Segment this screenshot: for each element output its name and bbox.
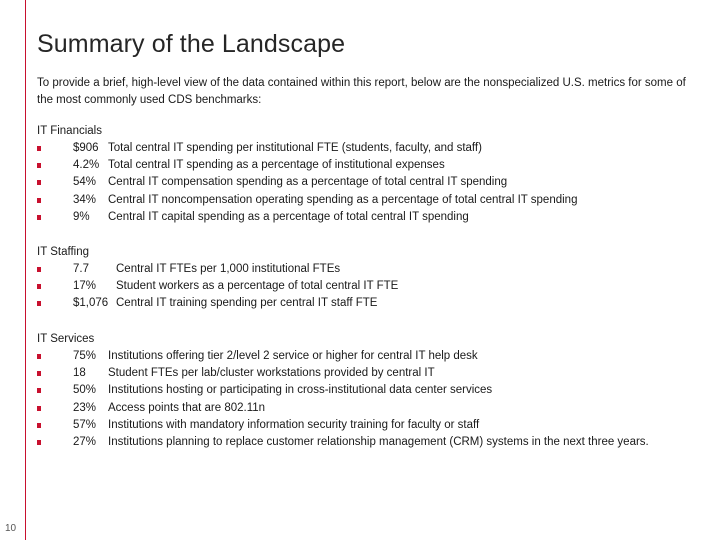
metric-description: Student FTEs per lab/cluster workstations provided by central IT (108, 367, 435, 380)
bullet-icon (37, 215, 41, 220)
metric-description: Total central IT spending as a percentage of institutional expenses (108, 159, 445, 172)
metric-description: Central IT noncompensation operating spending as a percentage of total central IT spending (108, 193, 578, 206)
metric-value: 34% (73, 193, 97, 206)
bullet-icon (37, 180, 41, 185)
list-item (37, 417, 480, 434)
page-number: 10 (5, 523, 17, 534)
list-item (37, 157, 445, 174)
bullet-icon (37, 267, 41, 272)
list-item (37, 382, 493, 399)
metric-description: Institutions planning to replace customer relationship management (CRM) systems in the next three years. (108, 435, 649, 448)
bullet-icon (37, 146, 41, 151)
list-item (37, 174, 508, 191)
bullet-icon (37, 163, 41, 168)
metric-description: Institutions hosting or participating in cross-institutional data center services (108, 384, 493, 397)
metric-value: 9% (73, 210, 90, 223)
metric-description: Institutions with mandatory information security training for faculty or staff (108, 418, 480, 431)
section-heading: IT Financials (37, 125, 102, 137)
metric-description: Central IT training spending per central IT staff FTE (116, 297, 378, 310)
bullet-icon (37, 354, 41, 359)
metric-value: $906 (73, 142, 99, 154)
bullet-icon (37, 406, 41, 411)
list-item (37, 278, 399, 295)
list-item (37, 209, 469, 226)
list-item (37, 400, 266, 417)
section-heading: IT Services (37, 333, 95, 345)
section-it-financials (37, 123, 578, 226)
section-it-services (37, 331, 649, 451)
metric-description: Access points that are 802.11n (108, 401, 266, 414)
metric-value: 75% (73, 350, 97, 362)
list-item (37, 140, 482, 157)
metric-value: 4.2% (73, 159, 100, 172)
bullet-icon (37, 440, 41, 445)
metric-value: $1,076 (73, 297, 109, 310)
bullet-icon (37, 301, 41, 306)
metric-value: 27% (73, 435, 97, 448)
bullet-icon (37, 371, 41, 376)
metric-description: Central IT FTEs per 1,000 institutional FTEs (116, 263, 341, 275)
list-item (37, 434, 649, 451)
list-item (37, 192, 578, 209)
bullet-icon (37, 388, 41, 393)
page-title: Summary of the Landscape (37, 30, 346, 58)
bullet-icon (37, 423, 41, 428)
metric-value: 18 (73, 367, 86, 380)
accent-bar (25, 0, 26, 540)
list-item (37, 365, 435, 382)
section-heading: IT Staffing (37, 246, 89, 258)
metric-value: 57% (73, 418, 97, 431)
list-item (37, 295, 378, 312)
metric-value: 7.7 (73, 263, 89, 275)
metric-value: 50% (73, 384, 97, 397)
list-item (37, 261, 341, 278)
bullet-icon (37, 198, 41, 203)
intro-text: To provide a brief, high-level view of the data contained within this report, below are the nonspecialized U.S. metrics for some of the most commonly used CDS benchmarks: (37, 77, 686, 106)
metric-description: Institutions offering tier 2/level 2 service or higher for central IT help desk (108, 350, 478, 362)
metric-value: 23% (73, 401, 97, 414)
metric-value: 54% (73, 176, 97, 189)
section-it-staffing (37, 244, 399, 313)
list-item (37, 348, 478, 365)
bullet-icon (37, 284, 41, 289)
metric-value: 17% (73, 280, 97, 293)
metric-description: Total central IT spending per institutional FTE (students, faculty, and staff) (108, 142, 482, 154)
metric-description: Student workers as a percentage of total central IT FTE (116, 280, 399, 293)
metric-description: Central IT capital spending as a percentage of total central IT spending (108, 210, 469, 223)
metric-description: Central IT compensation spending as a percentage of total central IT spending (108, 176, 508, 189)
